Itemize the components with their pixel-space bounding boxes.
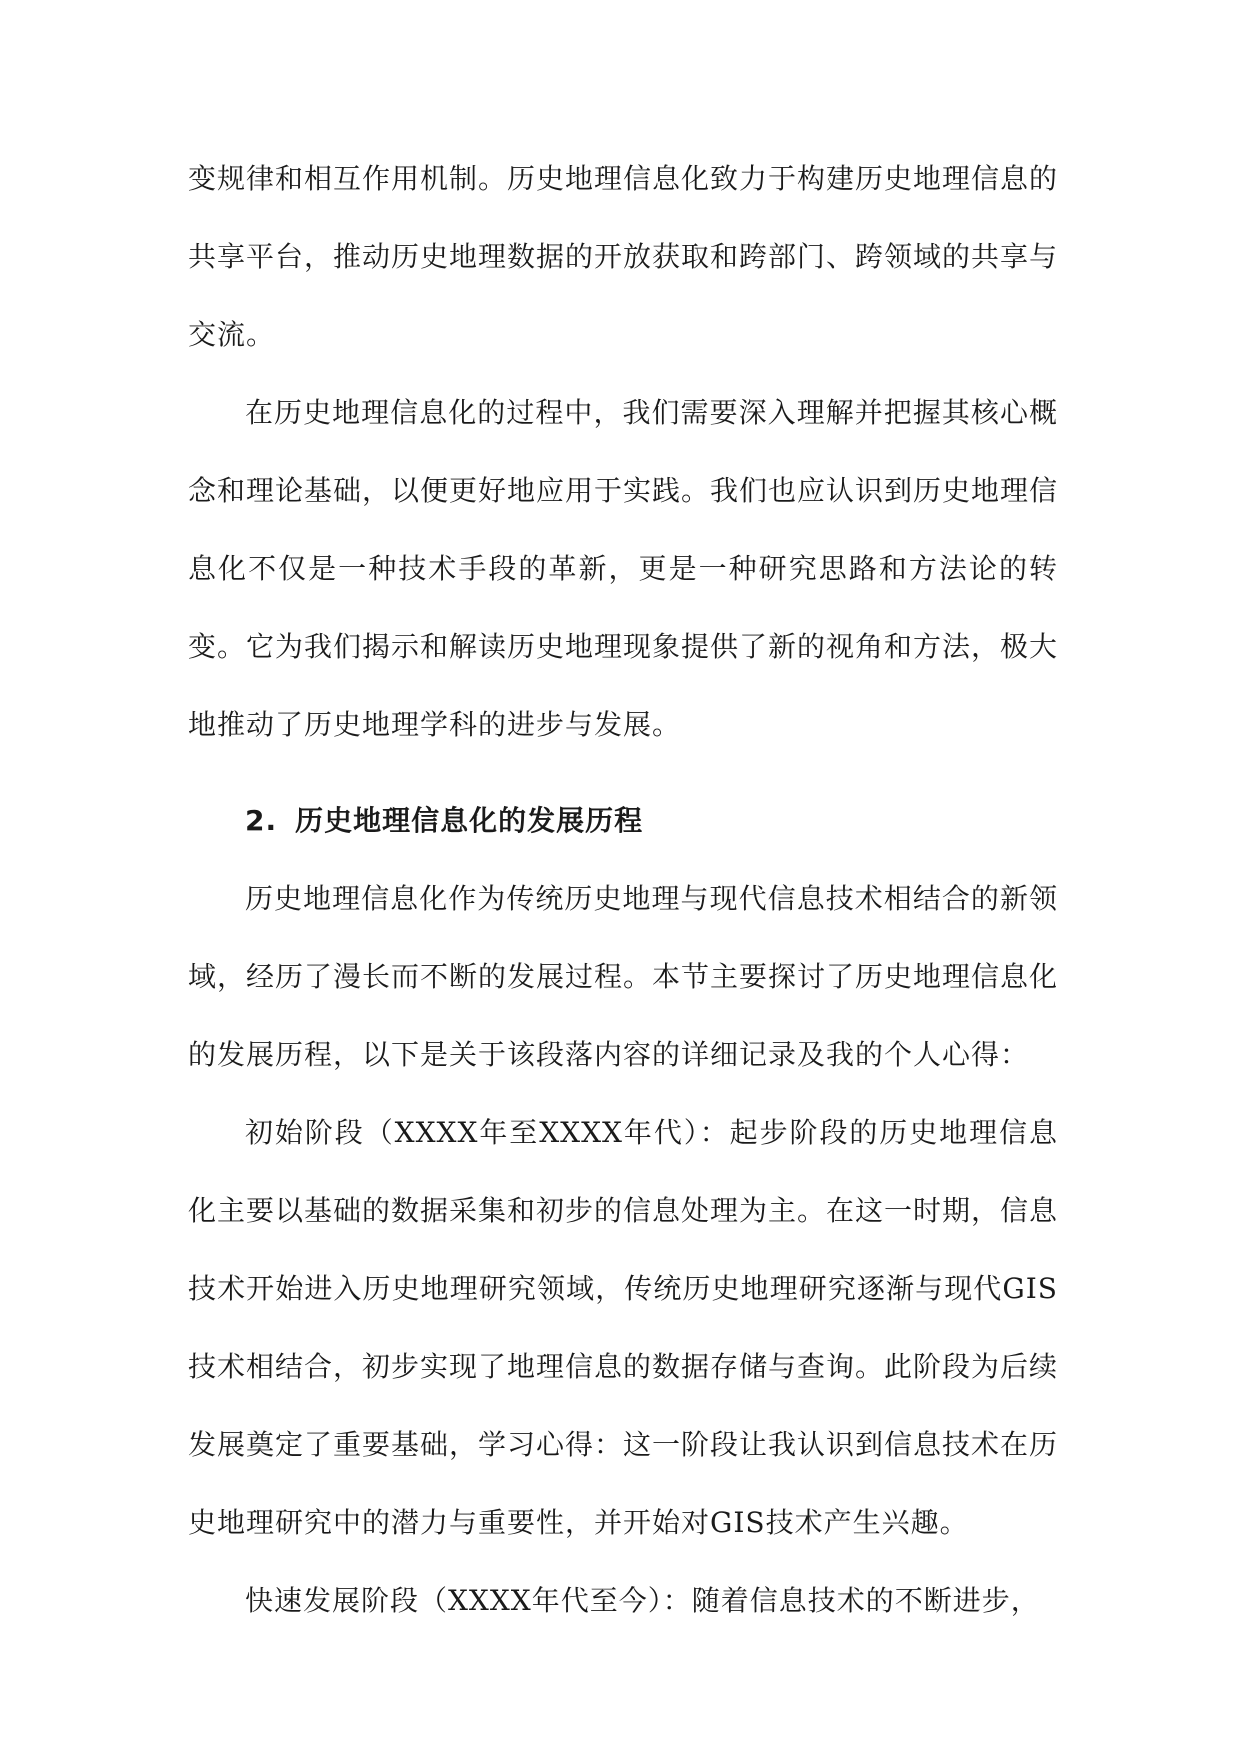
- paragraph-rapid-stage: 快速发展阶段（XXXX年代至今）：随着信息技术的不断进步，: [245, 1584, 1040, 1617]
- section-heading: [188, 792, 1058, 850]
- paragraph-intro: 历史地理信息化作为传统历史地理与现代信息技术相结合的新领域，经历了漫长而不断的发展过程。本节主要探讨了历史地理信息化的发展历程，以下是关于该段落内容的详细记录及我的个人心得：: [188, 882, 1059, 1071]
- paragraph-core-concepts: 在历史地理信息化的过程中，我们需要深入理解并把握其核心概念和理论基础，以便更好地应用于实践。我们也应认识到历史地理信息化不仅是一种技术手段的革新，更是一种研究思路和方法论的转变。它为我们揭示和解读历史地理现象提供了新的视角和方法，极大地推动了历史地理学科的进步与发展。: [188, 396, 1059, 741]
- paragraph-continuation: 变规律和相互作用机制。历史地理信息化致力于构建历史地理信息的共享平台，推动历史地理数据的开放获取和跨部门、跨领域的共享与交流。: [188, 162, 1059, 351]
- document-body: [188, 140, 1058, 1640]
- section-title: 历史地理信息化的发展历程: [295, 804, 644, 837]
- paragraph-initial-stage: 初始阶段（XXXX年至XXXX年代）：起步阶段的历史地理信息化主要以基础的数据采集和初步的信息处理为主。在这一时期，信息技术开始进入历史地理研究领域，传统历史地理研究逐渐与现代GIS技术相结合，初步实现了地理信息的数据存储与查询。此阶段为后续发展奠定了重要基础，学习心得：这一阶段让我认识到信息技术在历史地理研究中的潜力与重要性，并开始对GIS技术产生兴趣。: [188, 1116, 1059, 1539]
- section-number: 2.: [245, 804, 278, 837]
